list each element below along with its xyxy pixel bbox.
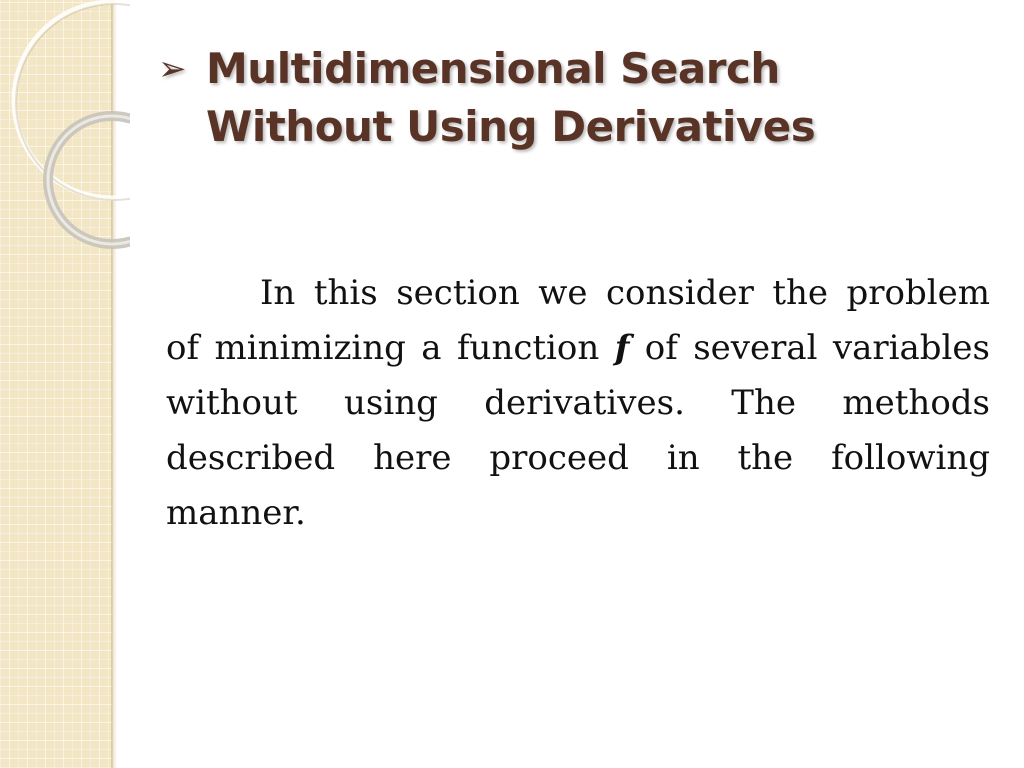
- function-symbol: f: [614, 328, 630, 368]
- title-line-2: Without Using Derivatives: [206, 102, 816, 151]
- arrow-bullet-icon: ➢: [158, 49, 186, 89]
- title-line-1: [158, 40, 918, 98]
- body-text-part-1: In this section we consider the problem of minimizing a function: [166, 273, 990, 368]
- title-text-1: Multidimensional Search: [206, 44, 780, 93]
- body-text-part-2: of several variables without using derivatives. The methods described here proceed in the following manner.: [166, 328, 990, 533]
- large-ring: [14, 2, 130, 198]
- decorative-rings: [0, 0, 130, 260]
- slide-title: [158, 40, 918, 156]
- large-ring-shadow: [16, 4, 130, 200]
- body-paragraph: [166, 266, 990, 541]
- small-ring: [48, 116, 130, 244]
